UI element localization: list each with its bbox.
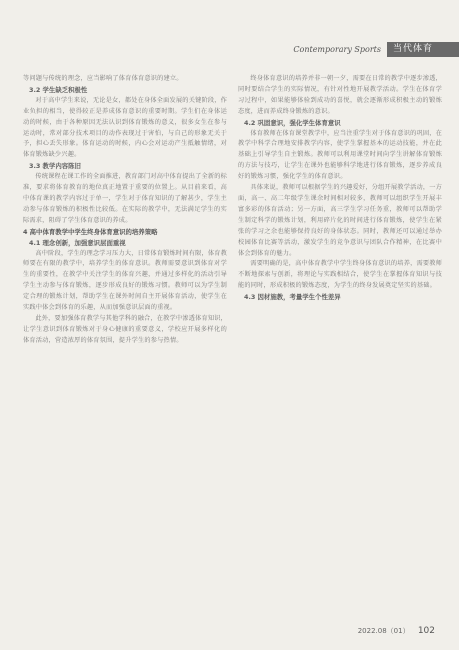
section-heading: 3.2 学生缺乏积极性: [29, 85, 88, 94]
page-footer: [358, 626, 435, 636]
section-heading: 4.3 因材施教，考量学生个性差异: [244, 293, 341, 302]
section-heading: 4.1 理念创新，加强意识层面重视: [29, 238, 126, 247]
right-column: [238, 74, 442, 303]
left-column: [23, 74, 227, 347]
body-paragraph: 体育教师在体育课堂教学中，应当注重学生对于体育意识的巩固，在教学中科学合理地安排教学内容，使学生掌握基本的运动技能，并在此基础上引导学生自主锻炼。教师可以利用课堂时间向学生讲解体育锻炼的方法与技巧，让学生在课外也能够科学地进行体育锻炼，逐步养成良好的锻炼习惯，强化学生的体育意识。: [238, 129, 443, 181]
issue-label: 2022.08（01）: [357, 627, 410, 635]
body-paragraph: 传统课程在课工作的全面推进，教育部门对高中体育提出了全新的标准，要求将体育教育的地位真正地置于重要的位置上。从目前来看，高中体育课的教学内容过于单一，学生对于体育知识的了解甚少，学生主动参与体育锻炼的积极性比较低。在实际的教学中，无法满足学生的实际需求，阻碍了学生体育意识的养成。: [23, 173, 228, 224]
section-heading: 3.3 教学内容陈旧: [29, 162, 81, 171]
section-heading: 4 高中体育教学中学生终身体育意识的培养策略: [23, 227, 158, 236]
page-header: [0, 40, 459, 60]
body-paragraph: 需要明确的是，高中体育教学中学生终身体育意识的培养，需要教师不断地探索与创新，将理论与实践相结合，使学生在掌握体育知识与技能的同时，形成积极的锻炼态度，为学生的终身发展奠定坚实的基础。: [238, 260, 443, 290]
body-paragraph: 具体来说，教师可以根据学生的兴趣爱好，分组开展教学活动，一方面，高一、高二年级学生课余时间相对较多，教师可以组织学生开展丰富多彩的体育活动；另一方面，高三学生学习任务重，教师可以帮助学生制定科学的锻炼计划，利用碎片化的时间进行体育锻炼，使学生在紧张的学习之余也能够保持良好的身体状态。同时，教师还可以通过举办校园体育比赛等活动，激发学生的竞争意识与团队合作精神，在比赛中体会到体育的魅力。: [238, 184, 443, 257]
body-paragraph: 高中阶段，学生的理念学习压力大，日常体育锻炼时间有限，体育教师要在有限的教学中，培养学生的体育意识。教师需要意识到体育对学生的重要性，在教学中关注学生的体育兴趣，并通过多样化的活动引导学生主动参与体育锻炼，逐步形成良好的锻炼习惯。教师可以为学生制定合理的锻炼计划，帮助学生在课外时间自主开展体育活动，使学生在实践中体会到体育的乐趣，从而加强意识层面的重视。: [23, 249, 228, 312]
journal-chinese-badge: 当代体育: [387, 42, 459, 57]
body-paragraph: 等问题与传统的理念，应当影响了体育体育意识的建立。: [23, 75, 183, 82]
section-heading: 4.2 巩固意识，强化学生体育意识: [244, 118, 341, 127]
body-paragraph: 对于高中学生来说，无论是女，都处在身体全面发展的关键阶段，作业负担的相当，使得较正是养成体育意识的重要时期。学生们在身体运动的时候，由于各种原因无法认识到体育锻炼的意义，很多女生在参与运动时，常对部分技术项目的动作表现过于害怕，与自己的形象无关于予，担心丢失形象。体育运动的时候，内心会对运动产生抵触情绪，对体育锻炼缺少兴趣。: [23, 96, 228, 159]
body-paragraph: 终身体育意识的培养并非一朝一夕，需要在日常的教学中逐步渗透，同时要结合学生的实际情况，有针对性地开展教学活动。学生在体育学习过程中，如果能够体验到成功的喜悦，就会逐渐形成积极主动的锻炼态度，进而养成终身锻炼的意识。: [238, 75, 443, 115]
page-number: 102: [417, 626, 435, 636]
body-paragraph: 此外，要加强体育教学与其他学科的融合，在教学中渗透体育知识，让学生意识到体育锻炼对于身心健康的重要意义，学校应开展多样化的体育活动，营造浓厚的体育氛围，提升学生的参与热情。: [23, 314, 228, 344]
journal-english-title: Contemporary Sports: [293, 45, 381, 54]
